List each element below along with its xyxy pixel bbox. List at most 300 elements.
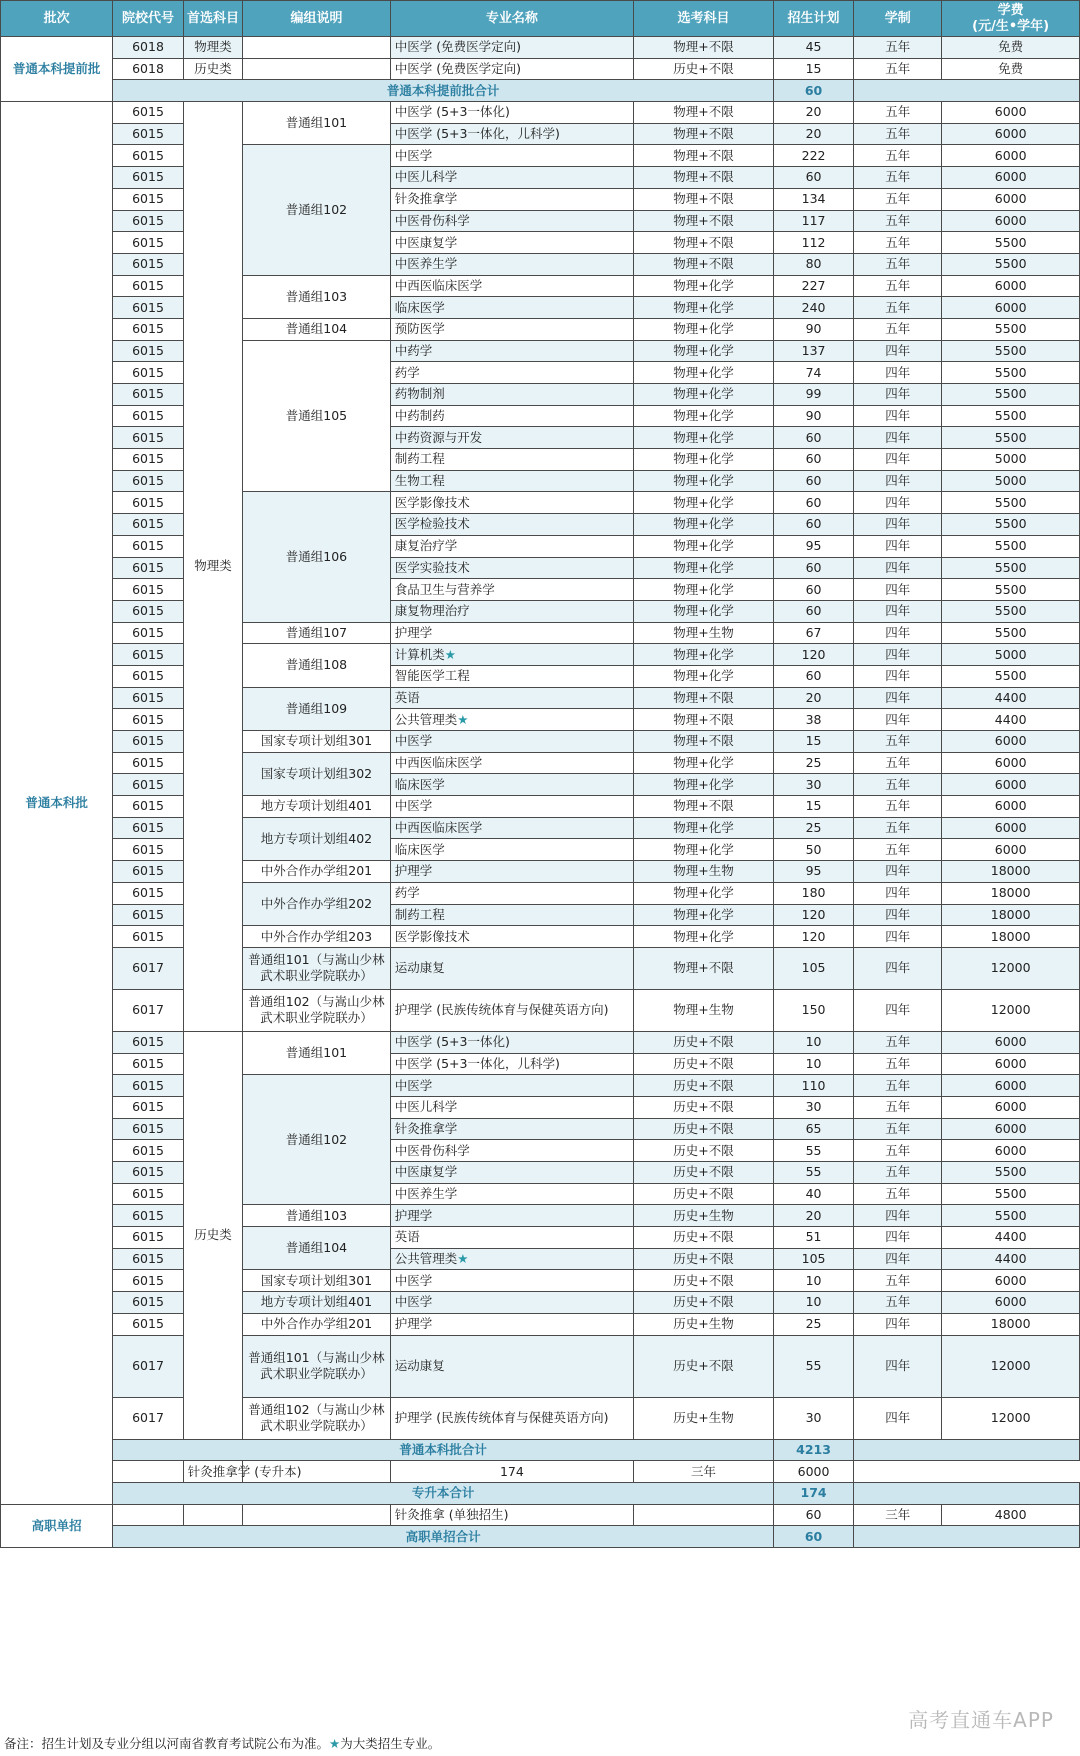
- school-code-cell: 6015: [113, 882, 183, 904]
- years-cell: 五年: [854, 37, 942, 59]
- table-row: [1, 904, 1080, 926]
- years-cell: 四年: [854, 557, 942, 579]
- group-cell: 普通组103: [243, 1205, 391, 1227]
- fee-cell: 6000: [942, 210, 1080, 232]
- column-header: 学制: [854, 1, 942, 37]
- column-header: 首选科目: [183, 1, 242, 37]
- column-header: 学费 (元/生•学年): [942, 1, 1080, 37]
- subject-cell: [183, 1504, 242, 1526]
- plan-cell: 227: [773, 275, 853, 297]
- plan-cell: 150: [773, 989, 853, 1031]
- plan-cell: 117: [773, 210, 853, 232]
- school-code-cell: 6015: [113, 1183, 183, 1205]
- major-cell: [390, 340, 633, 362]
- table-row: [1, 1397, 1080, 1439]
- fee-cell: 12000: [942, 1335, 1080, 1397]
- plan-cell: 10: [773, 1270, 853, 1292]
- group-cell: 地方专项计划组401: [243, 796, 391, 818]
- years-cell: 四年: [854, 1313, 942, 1335]
- plan-cell: 20: [773, 123, 853, 145]
- star-icon: ★: [444, 646, 456, 662]
- sel-cell: 物理+生物: [634, 989, 774, 1031]
- sel-cell: 物理+生物: [634, 861, 774, 883]
- major-name: 护理学: [394, 624, 433, 640]
- fee-cell: 18000: [942, 926, 1080, 948]
- group-cell: 中外合作办学组201: [243, 1313, 391, 1335]
- years-cell: 四年: [854, 861, 942, 883]
- table-row: [1, 817, 1080, 839]
- major-name: 制药工程: [394, 906, 445, 922]
- major-cell: [390, 817, 633, 839]
- major-name: 中医骨伤科学: [394, 1142, 470, 1158]
- major-cell: [390, 362, 633, 384]
- fee-cell: 6000: [942, 817, 1080, 839]
- school-code-cell: 6015: [113, 384, 183, 406]
- sel-cell: 历史+不限: [634, 1183, 774, 1205]
- group-cell: 中外合作办学组203: [243, 926, 391, 948]
- fee-cell: 5500: [942, 492, 1080, 514]
- fee-cell: 12000: [942, 1397, 1080, 1439]
- major-name: 中西医临床医学: [394, 820, 483, 836]
- plan-cell: 110: [773, 1075, 853, 1097]
- fee-cell: 6000: [942, 123, 1080, 145]
- sel-cell: 物理+不限: [634, 188, 774, 210]
- major-name: 计算机类: [394, 646, 445, 662]
- fee-cell: 4400: [942, 1248, 1080, 1270]
- sel-cell: 物理+化学: [634, 535, 774, 557]
- major-cell: [390, 622, 633, 644]
- column-header: 院校代号: [113, 1, 183, 37]
- years-cell: 三年: [854, 1504, 942, 1526]
- fee-cell: 5500: [942, 665, 1080, 687]
- empty-cell: [854, 1526, 1080, 1548]
- major-cell: [390, 1504, 633, 1526]
- table-row: [1, 58, 1080, 80]
- table-row: [1, 1227, 1080, 1249]
- major-name: 中医骨伤科学: [394, 212, 470, 228]
- plan-cell: 60: [773, 557, 853, 579]
- sel-cell: 物理+化学: [634, 318, 774, 340]
- years-cell: 五年: [854, 1031, 942, 1053]
- major-name: 护理学 (民族传统体育与保健英语方向): [394, 1002, 609, 1018]
- major-name: 医学影像技术: [394, 494, 470, 510]
- subtotal-label: 普通本科提前批合计: [113, 80, 774, 102]
- group-cell: 普通组103: [243, 275, 391, 318]
- table-row: [1, 1183, 1080, 1205]
- subject-cell: 历史类: [183, 58, 242, 80]
- plan-cell: 30: [773, 1397, 853, 1439]
- major-cell: [390, 123, 633, 145]
- group-cell: 地方专项计划组402: [243, 817, 391, 860]
- fee-cell: 免费: [942, 37, 1080, 59]
- fee-cell: 6000: [942, 1075, 1080, 1097]
- group-cell: 国家专项计划组302: [243, 752, 391, 795]
- years-cell: 四年: [854, 622, 942, 644]
- major-name: 临床医学: [394, 776, 445, 792]
- school-code-cell: 6015: [113, 1140, 183, 1162]
- years-cell: 五年: [854, 731, 942, 753]
- plan-cell: 30: [773, 774, 853, 796]
- fee-cell: 5000: [942, 449, 1080, 471]
- major-cell: [390, 535, 633, 557]
- major-name: 针灸推拿 (单独招生): [394, 1506, 509, 1522]
- years-cell: 五年: [854, 232, 942, 254]
- major-cell: [390, 731, 633, 753]
- school-code-cell: 6015: [113, 817, 183, 839]
- major-cell: [390, 1248, 633, 1270]
- major-cell: [390, 1140, 633, 1162]
- table-row: [1, 167, 1080, 189]
- major-cell: [390, 37, 633, 59]
- school-code-cell: 6015: [113, 340, 183, 362]
- major-cell: [390, 665, 633, 687]
- major-name: 中西医临床医学: [394, 755, 483, 771]
- major-cell: [390, 861, 633, 883]
- major-name: 药学: [394, 885, 420, 901]
- table-row: [1, 297, 1080, 319]
- subtotal-label: 专升本合计: [113, 1482, 774, 1504]
- table-row: [1, 861, 1080, 883]
- school-code-cell: 6015: [113, 687, 183, 709]
- years-cell: 四年: [854, 427, 942, 449]
- footnote-text: 备注：招生计划及专业分组以河南省教育考试院公布为准。: [4, 1736, 330, 1751]
- plan-cell: 20: [773, 1205, 853, 1227]
- sel-cell: 历史+不限: [634, 1292, 774, 1314]
- major-cell: [390, 796, 633, 818]
- major-name: 预防医学: [394, 321, 445, 337]
- subject-cell: 物理类: [183, 37, 242, 59]
- major-name: 康复物理治疗: [394, 603, 470, 619]
- plan-cell: 60: [773, 167, 853, 189]
- fee-cell: 5500: [942, 622, 1080, 644]
- school-code-cell: 6015: [113, 557, 183, 579]
- major-name: 中医养生学: [394, 256, 458, 272]
- plan-cell: 55: [773, 1335, 853, 1397]
- plan-cell: 65: [773, 1118, 853, 1140]
- major-cell: [390, 384, 633, 406]
- years-cell: 四年: [854, 926, 942, 948]
- years-cell: 四年: [854, 449, 942, 471]
- group-cell: 普通组104: [243, 318, 391, 340]
- sel-cell: 物理+化学: [634, 362, 774, 384]
- table-row: [1, 427, 1080, 449]
- plan-cell: 60: [773, 492, 853, 514]
- fee-cell: 5500: [942, 1205, 1080, 1227]
- plan-cell: 60: [773, 579, 853, 601]
- fee-cell: 6000: [942, 1270, 1080, 1292]
- sel-cell: 物理+化学: [634, 579, 774, 601]
- major-cell: [390, 449, 633, 471]
- fee-cell: 6000: [773, 1461, 853, 1483]
- years-cell: 四年: [854, 600, 942, 622]
- school-code-cell: 6015: [113, 449, 183, 471]
- years-cell: 五年: [854, 167, 942, 189]
- major-name: 运动康复: [394, 960, 445, 976]
- years-cell: 五年: [854, 145, 942, 167]
- plan-cell: 38: [773, 709, 853, 731]
- group-cell: 国家专项计划组301: [243, 731, 391, 753]
- sel-cell: 物理+化学: [634, 449, 774, 471]
- plan-cell: 25: [773, 1313, 853, 1335]
- years-cell: 四年: [854, 687, 942, 709]
- fee-cell: 6000: [942, 275, 1080, 297]
- major-cell: [390, 1270, 633, 1292]
- table-row: [1, 275, 1080, 297]
- major-name: 临床医学: [394, 299, 445, 315]
- years-cell: 五年: [854, 297, 942, 319]
- years-cell: 五年: [854, 1162, 942, 1184]
- years-cell: 四年: [854, 362, 942, 384]
- group-cell: 普通组101（与嵩山少林武术职业学院联办）: [243, 947, 391, 989]
- major-cell: [390, 275, 633, 297]
- years-cell: 四年: [854, 492, 942, 514]
- table-row: [1, 687, 1080, 709]
- major-cell: [390, 1335, 633, 1397]
- major-name: 中医养生学: [394, 1186, 458, 1202]
- table-row: [1, 1162, 1080, 1184]
- major-name: 中医学: [394, 733, 433, 749]
- table-row: [1, 123, 1080, 145]
- major-name: 中医学 (5+3一体化，儿科学): [394, 126, 560, 142]
- years-cell: 五年: [854, 253, 942, 275]
- plan-cell: 120: [773, 904, 853, 926]
- fee-cell: 18000: [942, 904, 1080, 926]
- group-cell: 中外合作办学组202: [243, 882, 391, 925]
- fee-cell: 12000: [942, 989, 1080, 1031]
- plan-cell: 240: [773, 297, 853, 319]
- major-name: 医学影像技术: [394, 928, 470, 944]
- years-cell: 四年: [854, 514, 942, 536]
- subtotal-row: [1, 80, 1080, 102]
- school-code-cell: 6015: [113, 253, 183, 275]
- school-code-cell: 6015: [113, 318, 183, 340]
- school-code-cell: 6015: [113, 188, 183, 210]
- group-cell: 普通组104: [243, 1227, 391, 1270]
- sel-cell: 历史+不限: [634, 58, 774, 80]
- school-code-cell: 6015: [113, 665, 183, 687]
- sel-cell: 物理+化学: [634, 427, 774, 449]
- major-cell: [390, 1031, 633, 1053]
- table-row: [1, 1031, 1080, 1053]
- major-name: 中医学 (免费医学定向): [394, 61, 521, 77]
- watermark: 高考直通车APP: [908, 1708, 1054, 1732]
- years-cell: 五年: [854, 318, 942, 340]
- school-code-cell: 6015: [113, 535, 183, 557]
- sel-cell: 物理+不限: [634, 102, 774, 124]
- table-row: [1, 253, 1080, 275]
- major-name: 中医儿科学: [394, 1099, 458, 1115]
- years-cell: 四年: [854, 535, 942, 557]
- major-cell: [390, 774, 633, 796]
- fee-cell: 4800: [942, 1504, 1080, 1526]
- fee-cell: 18000: [942, 1313, 1080, 1335]
- plan-cell: 137: [773, 340, 853, 362]
- major-name: 中医学: [394, 147, 433, 163]
- major-cell: [390, 600, 633, 622]
- school-code-cell: 6015: [113, 1075, 183, 1097]
- group-cell: 普通组106: [243, 492, 391, 622]
- years-cell: 四年: [854, 1227, 942, 1249]
- plan-cell: 80: [773, 253, 853, 275]
- major-cell: [390, 232, 633, 254]
- sel-cell: 物理+不限: [634, 253, 774, 275]
- table-row: [1, 1504, 1080, 1526]
- years-cell: 五年: [854, 774, 942, 796]
- fee-cell: 5500: [942, 535, 1080, 557]
- school-code-cell: 6015: [113, 1248, 183, 1270]
- batch-cell: 普通本科批: [1, 102, 113, 1505]
- major-name: 运动康复: [394, 1358, 445, 1373]
- plan-cell: 99: [773, 384, 853, 406]
- major-cell: [390, 1162, 633, 1184]
- table-row: [1, 188, 1080, 210]
- sel-cell: 物理+不限: [634, 123, 774, 145]
- group-cell: 中外合作办学组201: [243, 861, 391, 883]
- plan-cell: 95: [773, 861, 853, 883]
- group-cell: 国家专项计划组301: [243, 1270, 391, 1292]
- major-cell: [390, 514, 633, 536]
- plan-cell: 60: [773, 1504, 853, 1526]
- plan-cell: 55: [773, 1162, 853, 1184]
- plan-cell: 90: [773, 405, 853, 427]
- major-name: 医学实验技术: [394, 559, 470, 575]
- table-row: [1, 709, 1080, 731]
- plan-cell: 60: [773, 427, 853, 449]
- years-cell: 四年: [854, 947, 942, 989]
- table-row: [1, 102, 1080, 124]
- table-row: [1, 492, 1080, 514]
- table-row: [1, 579, 1080, 601]
- star-icon: ★: [457, 711, 469, 727]
- sel-cell: 物理+不限: [634, 167, 774, 189]
- plan-cell: 15: [773, 796, 853, 818]
- fee-cell: 6000: [942, 1053, 1080, 1075]
- sel-cell: 历史+不限: [634, 1270, 774, 1292]
- plan-cell: 15: [773, 731, 853, 753]
- plan-cell: 51: [773, 1227, 853, 1249]
- fee-cell: 5000: [942, 644, 1080, 666]
- table-row: [1, 644, 1080, 666]
- years-cell: 五年: [854, 102, 942, 124]
- major-name: 护理学: [394, 863, 433, 879]
- years-cell: 四年: [854, 579, 942, 601]
- years-cell: 四年: [854, 384, 942, 406]
- school-code-cell: 6015: [113, 275, 183, 297]
- major-name: 食品卫生与营养学: [394, 581, 495, 597]
- school-code-cell: 6015: [113, 622, 183, 644]
- table-row: [1, 1248, 1080, 1270]
- school-code-cell: 6015: [113, 405, 183, 427]
- school-code-cell: 6015: [113, 514, 183, 536]
- column-header: 专业名称: [390, 1, 633, 37]
- years-cell: 五年: [854, 1118, 942, 1140]
- table-row: [1, 1461, 1080, 1483]
- table-row: [1, 232, 1080, 254]
- table-row: [1, 947, 1080, 989]
- years-cell: 五年: [854, 188, 942, 210]
- major-cell: [390, 989, 633, 1031]
- table-row: [1, 731, 1080, 753]
- sel-cell: 物理+化学: [634, 470, 774, 492]
- batch-cell: 普通本科提前批: [1, 37, 113, 102]
- school-code-cell: 6015: [113, 752, 183, 774]
- years-cell: 四年: [854, 644, 942, 666]
- major-cell: [390, 427, 633, 449]
- major-cell: [390, 145, 633, 167]
- plan-cell: 15: [773, 58, 853, 80]
- sel-cell: 历史+不限: [634, 1053, 774, 1075]
- subtotal-row: [1, 1439, 1080, 1461]
- major-name: 针灸推拿学: [394, 1120, 458, 1136]
- major-name: 中医儿科学: [394, 169, 458, 185]
- group-cell: 普通组101（与嵩山少林武术职业学院联办）: [243, 1335, 391, 1397]
- plan-cell: 90: [773, 318, 853, 340]
- school-code-cell: 6017: [113, 989, 183, 1031]
- years-cell: 五年: [854, 275, 942, 297]
- years-cell: 五年: [854, 839, 942, 861]
- fee-cell: 免费: [942, 58, 1080, 80]
- plan-cell: 60: [773, 514, 853, 536]
- major-name: 中医学: [394, 1272, 433, 1288]
- sel-cell: 历史+不限: [634, 1227, 774, 1249]
- sel-cell: 物理+化学: [634, 557, 774, 579]
- group-cell: 普通组102: [243, 145, 391, 275]
- sel-cell: 物理+化学: [634, 774, 774, 796]
- table-row: [1, 1205, 1080, 1227]
- plan-cell: 30: [773, 1096, 853, 1118]
- major-name: 护理学 (民族传统体育与保健英语方向): [394, 1410, 609, 1425]
- school-code-cell: 6015: [113, 492, 183, 514]
- major-name: 中医康复学: [394, 234, 458, 250]
- empty-cell: [854, 1482, 1080, 1504]
- fee-cell: 4400: [942, 687, 1080, 709]
- fee-cell: 5500: [942, 557, 1080, 579]
- years-cell: 五年: [854, 1053, 942, 1075]
- fee-cell: 5500: [942, 1183, 1080, 1205]
- table-row: [1, 774, 1080, 796]
- major-name: 康复治疗学: [394, 538, 458, 554]
- plan-cell: 134: [773, 188, 853, 210]
- table-row: [1, 1292, 1080, 1314]
- fee-cell: 6000: [942, 297, 1080, 319]
- group-cell: 普通组101: [243, 1031, 391, 1074]
- group-cell: 普通组105: [243, 340, 391, 492]
- major-name: 中医学 (5+3一体化，儿科学): [394, 1055, 560, 1071]
- years-cell: 五年: [854, 1140, 942, 1162]
- major-cell: [390, 167, 633, 189]
- table-row: [1, 405, 1080, 427]
- major-cell: [390, 1205, 633, 1227]
- fee-cell: 5500: [942, 384, 1080, 406]
- school-code-cell: 6015: [113, 1205, 183, 1227]
- fee-cell: 18000: [942, 861, 1080, 883]
- sel-cell: 历史+不限: [634, 1096, 774, 1118]
- fee-cell: 12000: [942, 947, 1080, 989]
- school-code-cell: 6015: [113, 644, 183, 666]
- years-cell: 五年: [854, 752, 942, 774]
- sel-cell: 物理+化学: [634, 492, 774, 514]
- plan-cell: 60: [773, 449, 853, 471]
- sel-cell: 历史+不限: [634, 1140, 774, 1162]
- major-name: 中医学 (5+3一体化): [394, 104, 510, 120]
- fee-cell: 5500: [942, 600, 1080, 622]
- subtotal-label: 高职单招合计: [113, 1526, 774, 1548]
- sel-cell: 物理+化学: [634, 882, 774, 904]
- sel-cell: 物理+化学: [634, 752, 774, 774]
- plan-cell: 20: [773, 687, 853, 709]
- major-cell: [390, 926, 633, 948]
- column-header: 选考科目: [634, 1, 774, 37]
